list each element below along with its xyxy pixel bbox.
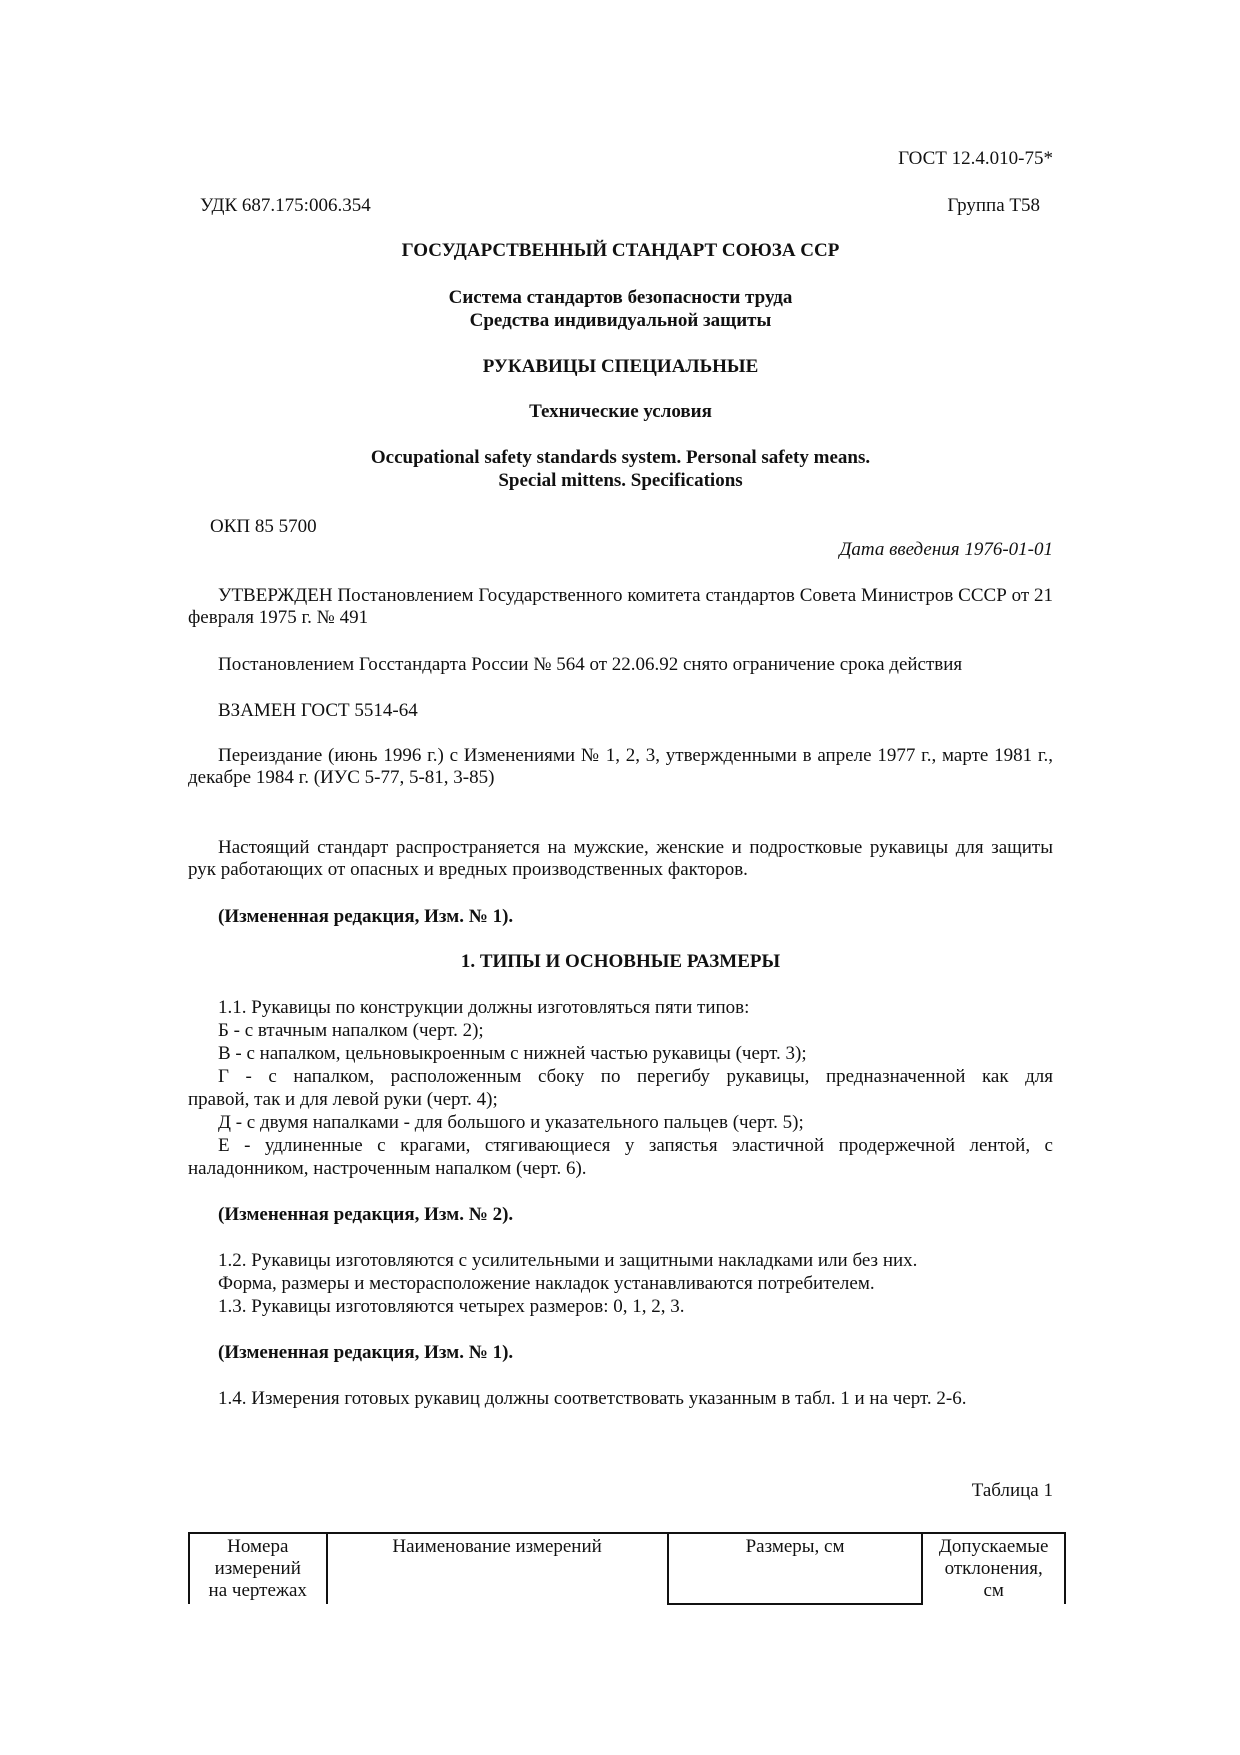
main-title: РУКАВИЦЫ СПЕЦИАЛЬНЫЕ bbox=[482, 356, 759, 377]
reissue-paragraph: Переиздание (июнь 1996 г.) с Изменениями № 1, 2, 3, утвержденными в апреле 1977 г., марте 1981 г., декабре 1984 г. (ИУС 5-77, 5-81, 3-85) bbox=[188, 745, 1053, 788]
clause-1-3: 1.3. Рукавицы изготовляются четырех размеров: 0, 1, 2, 3. bbox=[218, 1296, 685, 1317]
group-code: Группа Т58 bbox=[947, 195, 1040, 216]
edit-note-3: (Измененная редакция, Изм. № 1). bbox=[218, 1342, 514, 1363]
approval-paragraph: УТВЕРЖДЕН Постановлением Государственного комитета стандартов Совета Министров СССР от 21 февраля 1975 г. № 491 bbox=[188, 585, 1053, 628]
gost-code: ГОСТ 12.4.010-75* bbox=[898, 148, 1053, 169]
type-e-item-line1: Е - удлиненные с крагами, стягивающиеся у запястья эластичной продержечной лентой, с bbox=[218, 1135, 1053, 1156]
limitation-paragraph: Постановлением Госстандарта России № 564 от 22.06.92 снято ограничение срока действия bbox=[218, 654, 963, 675]
table-caption: Таблица 1 bbox=[971, 1480, 1053, 1501]
col-header-numbers-line1: Номера bbox=[227, 1536, 289, 1557]
english-title-line1: Occupational safety standards system. Personal safety means. bbox=[370, 447, 871, 468]
col-header-tolerance bbox=[922, 1533, 1065, 1604]
col-header-numbers bbox=[189, 1533, 327, 1604]
system-title-line2: Средства индивидуальной защиты bbox=[469, 310, 772, 331]
table-header-row bbox=[189, 1533, 1065, 1604]
clause-1-2-line2: Форма, размеры и месторасположение накладок устанавливаются потребителем. bbox=[218, 1273, 875, 1294]
clause-1-4: 1.4. Измерения готовых рукавиц должны соответствовать указанным в табл. 1 и на черт. 2-6. bbox=[218, 1388, 967, 1409]
type-g-item-line2: правой, так и для левой руки (черт. 4); bbox=[188, 1089, 498, 1110]
subtitle: Технические условия bbox=[529, 401, 712, 422]
section-heading: 1. ТИПЫ И ОСНОВНЫЕ РАЗМЕРЫ bbox=[460, 951, 781, 972]
intro-date: Дата введения 1976-01-01 bbox=[839, 539, 1053, 560]
english-title-line2: Special mittens. Specifications bbox=[498, 470, 743, 491]
col-header-name: Наименование измерений bbox=[327, 1533, 668, 1604]
col-header-tolerance-line3: см bbox=[983, 1580, 1004, 1601]
replaces-paragraph: ВЗАМЕН ГОСТ 5514-64 bbox=[218, 700, 418, 721]
col-header-tolerance-line1: Допускаемые bbox=[938, 1536, 1049, 1557]
udk-code: УДК 687.175:006.354 bbox=[200, 195, 371, 216]
col-header-numbers-line3: на чертежах bbox=[208, 1580, 307, 1601]
system-title-line1: Система стандартов безопасности труда bbox=[448, 287, 793, 308]
okp-code: ОКП 85 5700 bbox=[210, 516, 317, 537]
type-e-item-line2: наладонником, настроченным напалком (черт. 6). bbox=[188, 1158, 587, 1179]
scope-paragraph: Настоящий стандарт распространяется на мужские, женские и подростковые рукавицы для защиты рук работающих от опасных и вредных производственных факторов. bbox=[188, 837, 1053, 880]
type-g-item-line1: Г - с напалком, расположенным сбоку по перегибу рукавицы, предназначенной как для bbox=[218, 1066, 1053, 1087]
clause-1-1: 1.1. Рукавицы по конструкции должны изготовляться пяти типов: bbox=[218, 997, 750, 1018]
state-standard-title: ГОСУДАРСТВЕННЫЙ СТАНДАРТ СОЮЗА ССР bbox=[401, 240, 840, 261]
measurements-table bbox=[188, 1532, 1066, 1605]
col-header-numbers-line2: измерений bbox=[214, 1558, 301, 1579]
col-header-tolerance-line2: отклонения, bbox=[944, 1558, 1043, 1579]
clause-1-2-line1: 1.2. Рукавицы изготовляются с усилительными и защитными накладками или без них. bbox=[218, 1250, 918, 1271]
col-header-sizes: Размеры, см bbox=[668, 1533, 923, 1604]
edit-note-2: (Измененная редакция, Изм. № 2). bbox=[218, 1204, 514, 1225]
type-d-item: Д - с двумя напалками - для большого и указательного пальцев (черт. 5); bbox=[218, 1112, 804, 1133]
type-v-item: В - с напалком, цельновыкроенным с нижней частью рукавицы (черт. 3); bbox=[218, 1043, 807, 1064]
type-b-item: Б - с втачным напалком (черт. 2); bbox=[218, 1020, 484, 1041]
edit-note: (Измененная редакция, Изм. № 1). bbox=[218, 906, 514, 927]
